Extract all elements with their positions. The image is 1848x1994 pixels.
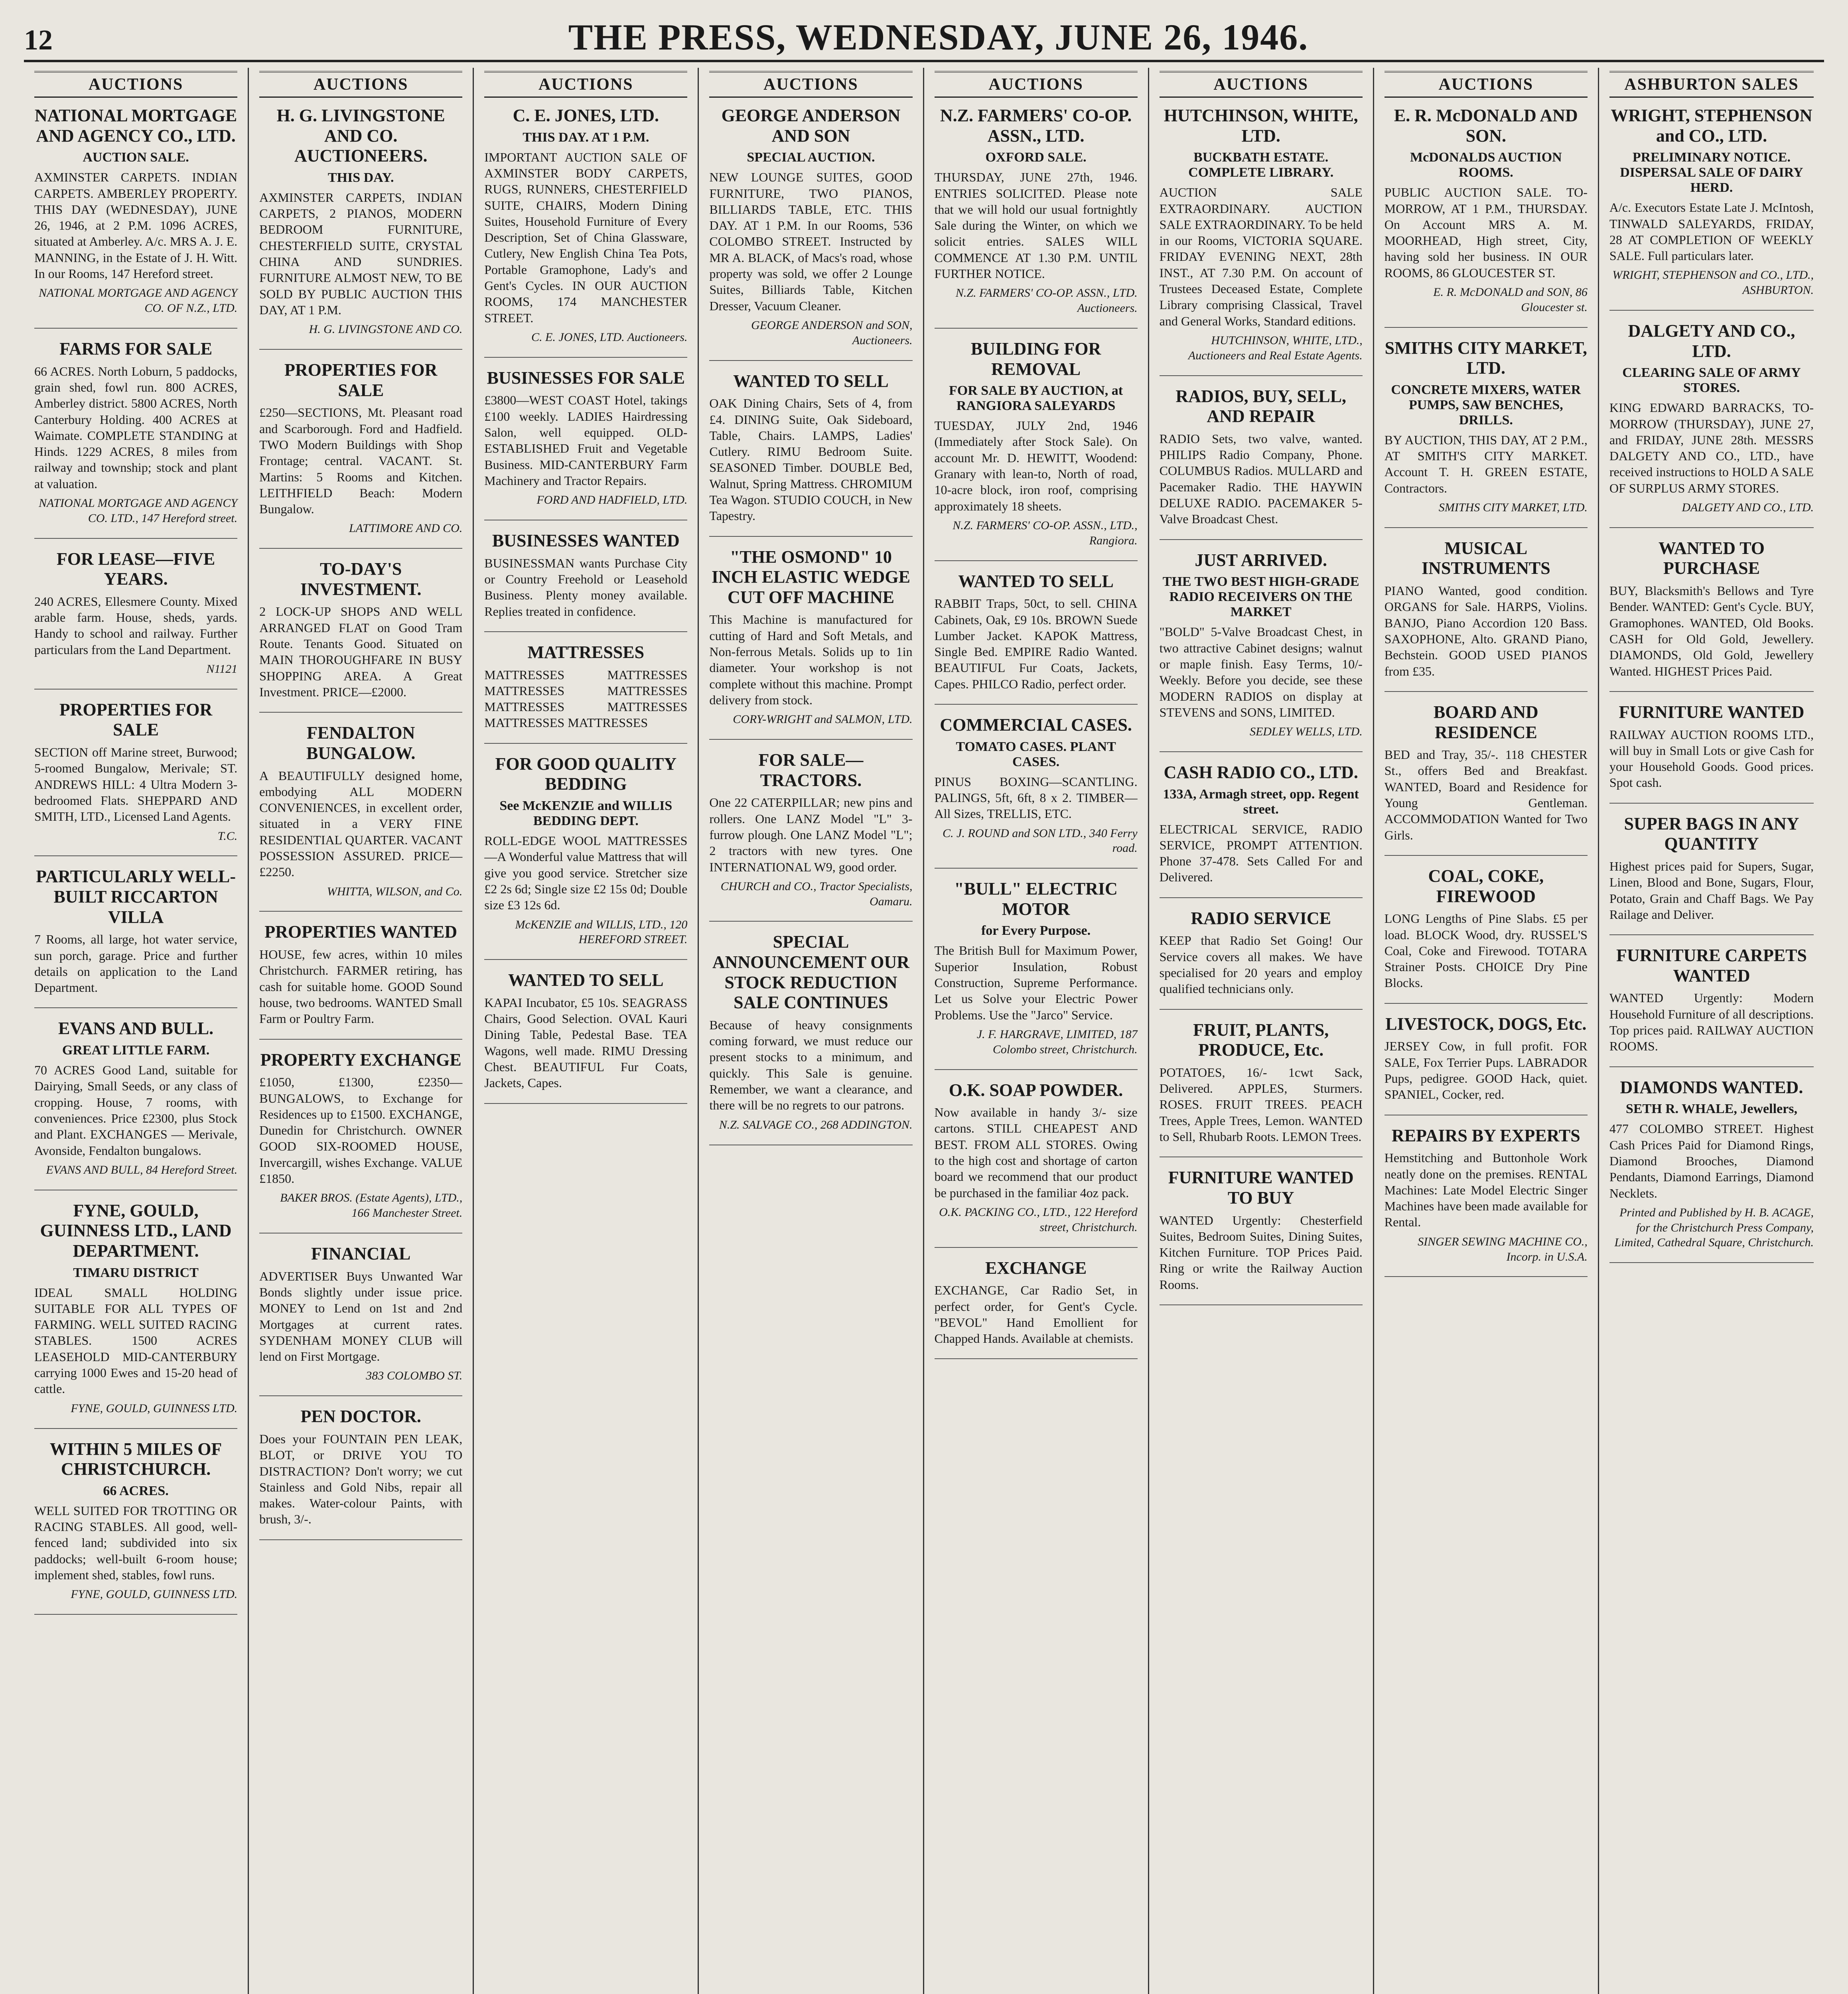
ad-title: FOR LEASE—FIVE YEARS. bbox=[56, 549, 215, 589]
classified-ad bbox=[709, 106, 912, 361]
newspaper-title: THE PRESS, WEDNESDAY, JUNE 26, 1946. bbox=[568, 17, 1309, 57]
ad-title: TO-DAY'S INVESTMENT. bbox=[300, 559, 422, 599]
ad-signature: FYNE, GOULD, GUINNESS LTD. bbox=[71, 1588, 238, 1601]
classified-ad bbox=[259, 559, 462, 713]
ad-title: PROPERTY EXCHANGE bbox=[260, 1050, 462, 1070]
ad-title: COAL, COKE, FIREWOOD bbox=[1428, 866, 1544, 906]
masthead bbox=[24, 16, 1824, 62]
ad-subtitle: AUCTION SALE. bbox=[83, 150, 189, 165]
ad-body: BY AUCTION, THIS DAY, AT 2 P.M., AT SMITH'S CITY MARKET. Account T. H. GREEN ESTATE, Contractors. bbox=[1384, 432, 1588, 495]
ad-body: A/c. Executors Estate Late J. McIntosh, TINWALD SALEYARDS, FRIDAY, 28 AT COMPLETION OF WEEKLY SALE. Full particulars later. bbox=[1609, 200, 1814, 263]
ad-subtitle: FOR SALE BY AUCTION, at RANGIORA SALEYARDS bbox=[949, 383, 1123, 414]
classified-ad bbox=[935, 879, 1138, 1070]
ad-subtitle: THIS DAY. AT 1 P.M. bbox=[523, 130, 649, 145]
classified-ad bbox=[34, 549, 237, 690]
ad-signature: H. G. LIVINGSTONE AND CO. bbox=[309, 323, 463, 336]
ad-title: FYNE, GOULD, GUINNESS LTD., LAND DEPARTMENT. bbox=[40, 1200, 232, 1261]
ad-title: DIAMONDS WANTED. bbox=[1620, 1077, 1803, 1097]
ad-title: WANTED TO SELL bbox=[508, 970, 664, 990]
ad-title: EXCHANGE bbox=[985, 1258, 1087, 1278]
section-heading: AUCTIONS bbox=[484, 71, 687, 98]
ad-subtitle: CLEARING SALE OF ARMY STORES. bbox=[1622, 365, 1801, 396]
column-7 bbox=[1374, 68, 1599, 1994]
classified-ad bbox=[1160, 386, 1363, 540]
classified-ad bbox=[709, 371, 912, 537]
ad-body: Because of heavy consignments coming forward, we must reduce our present stocks to a minimum, and quickly. This Sale is genuine. Remember, we want a clearance, and there will be no regrets to our patrons. bbox=[709, 1017, 913, 1113]
ad-title: FOR GOOD QUALITY BEDDING bbox=[495, 754, 677, 794]
classified-ad bbox=[484, 106, 687, 358]
ad-body: SECTION off Marine street, Burwood; 5-roomed Bungalow, Merivale; ST. ANDREWS HILL: 4 Ultra Modern 3-bedroomed Flats. SHEPPARD AND SMITH, LTD., Licensed Land Agents. bbox=[34, 745, 238, 824]
ad-body: 2 LOCK-UP SHOPS AND WELL ARRANGED FLAT on Good Tram Route. Tenants Good. Situated on MAIN THOROUGHFARE IN BUSY SHOPPING AREA. A Great Investment. PRICE—£2000. bbox=[259, 604, 463, 699]
ad-signature: GEORGE ANDERSON and SON, Auctioneers. bbox=[751, 319, 913, 347]
classified-ad bbox=[259, 1244, 462, 1396]
ad-body: WELL SUITED FOR TROTTING OR RACING STABLES. All good, well-fenced land; subdivided into six paddocks; well-built 6-room house; implement shed, stables, fowl runs. bbox=[34, 1503, 238, 1582]
classified-ad bbox=[1160, 763, 1363, 898]
ad-title: E. R. McDONALD AND SON. bbox=[1394, 106, 1578, 146]
ad-signature: WHITTA, WILSON, and Co. bbox=[327, 885, 463, 898]
ad-body: Highest prices paid for Supers, Sugar, Linen, Blood and Bone, Sugars, Flour, Potato, Grain and Chaff Bags. We Pay Railage and Deliver. bbox=[1609, 859, 1814, 922]
ad-signature: NATIONAL MORTGAGE AND AGENCY CO. OF N.Z., LTD. bbox=[39, 286, 238, 315]
ad-title: N.Z. FARMERS' CO-OP. ASSN., LTD. bbox=[940, 106, 1132, 146]
ad-subtitle: CONCRETE MIXERS, WATER PUMPS, SAW BENCHES, DRILLS. bbox=[1391, 382, 1581, 428]
ad-body: BUSINESSMAN wants Purchase City or Country Freehold or Leasehold Business. Plenty money available. Replies treated in confidence. bbox=[484, 556, 688, 619]
ad-signature: Printed and Published by H. B. ACAGE, for the Christchurch Press Company, Limited, Cathedral Square, Christchurch. bbox=[1614, 1206, 1814, 1249]
ad-body: ROLL-EDGE WOOL MATTRESSES—A Wonderful value Mattress that will give you good service. Stretcher size £2 2s 6d; Single size £2 15s 0d; Double size £3 12s 6d. bbox=[484, 833, 688, 912]
ad-subtitle: for Every Purpose. bbox=[981, 923, 1091, 938]
ad-title: LIVESTOCK, DOGS, Etc. bbox=[1385, 1014, 1587, 1034]
classified-ad bbox=[34, 106, 237, 329]
ad-signature: HUTCHINSON, WHITE, LTD., Auctioneers and Real Estate Agents. bbox=[1188, 334, 1363, 362]
classified-ad bbox=[259, 106, 462, 350]
classified-ad bbox=[935, 339, 1138, 561]
classified-ad bbox=[1385, 538, 1588, 692]
ad-subtitle: SETH R. WHALE, Jewellers, bbox=[1625, 1101, 1797, 1117]
ad-title: RADIO SERVICE bbox=[1191, 908, 1331, 928]
ad-body: Now available in handy 3/- size cartons. STILL CHEAPEST AND BEST. FROM ALL STORES. Owing to the high cost and shortage of carton board we recommend that our product be purchased in the familiar 4oz pack. bbox=[934, 1105, 1138, 1200]
classified-ad bbox=[484, 368, 687, 520]
classified-ad bbox=[935, 1258, 1138, 1360]
classified-ad bbox=[484, 754, 687, 960]
classified-ad bbox=[1160, 1020, 1363, 1158]
column-8 bbox=[1599, 68, 1824, 1994]
ad-title: C. E. JONES, LTD. bbox=[513, 106, 659, 125]
ad-subtitle: 66 ACRES. bbox=[103, 1483, 169, 1498]
classified-ad bbox=[34, 339, 237, 539]
ad-title: SUPER BAGS IN ANY QUANTITY bbox=[1624, 814, 1799, 854]
ad-signature: NATIONAL MORTGAGE AND AGENCY CO. LTD., 147 Hereford street. bbox=[39, 497, 238, 525]
ad-signature: SEDLEY WELLS, LTD. bbox=[1249, 725, 1363, 739]
ad-title: PROPERTIES FOR SALE bbox=[284, 360, 438, 400]
ad-title: CASH RADIO CO., LTD. bbox=[1164, 762, 1358, 782]
section-heading: AUCTIONS bbox=[1385, 71, 1588, 98]
ad-subtitle: THIS DAY. bbox=[327, 170, 394, 185]
ad-subtitle: TOMATO CASES. PLANT CASES. bbox=[956, 739, 1116, 769]
classified-ad bbox=[1385, 1126, 1588, 1277]
classified-ad bbox=[34, 700, 237, 857]
ad-title: DALGETY AND CO., LTD. bbox=[1628, 321, 1795, 361]
classified-ad bbox=[34, 1019, 237, 1190]
ad-body: AXMINSTER CARPETS. INDIAN CARPETS. AMBERLEY PROPERTY. THIS DAY (WEDNESDAY), JUNE 26, 1946, at 2 P.M. 1096 ACRES, situated at Amberley. A/c. MRS A. J. E. MANNING, in the Estate of J. H. Witt. In our Rooms, 147 Hereford street. bbox=[34, 170, 238, 281]
ad-signature: O.K. PACKING CO., LTD., 122 Hereford street, Christchurch. bbox=[939, 1206, 1138, 1234]
ad-title: "BULL" ELECTRIC MOTOR bbox=[954, 879, 1118, 919]
ad-title: O.K. SOAP POWDER. bbox=[949, 1080, 1123, 1100]
ad-signature: C. E. JONES, LTD. Auctioneers. bbox=[531, 331, 688, 344]
ad-signature: J. F. HARGRAVE, LIMITED, 187 Colombo street, Christchurch. bbox=[976, 1027, 1138, 1056]
ad-title: WRIGHT, STEPHENSON and CO., LTD. bbox=[1611, 106, 1812, 146]
ad-body: £1050, £1300, £2350—BUNGALOWS, to Exchange for Residences up to £1500. EXCHANGE, Dunedin for Christchurch. OWNER GOOD SIX-ROOMED HOUSE, Invercargill, wishes Exchange. VALUE £1850. bbox=[259, 1075, 463, 1186]
ad-signature: C. J. ROUND and SON LTD., 340 Ferry road. bbox=[943, 826, 1138, 855]
classified-ad bbox=[935, 1080, 1138, 1248]
classified-ad bbox=[484, 531, 687, 632]
ad-signature: EVANS AND BULL, 84 Hereford Street. bbox=[46, 1163, 238, 1176]
ad-title: FENDALTON BUNGALOW. bbox=[306, 723, 416, 763]
ad-title: RADIOS, BUY, SELL, AND REPAIR bbox=[1175, 386, 1346, 426]
ad-title: PROPERTIES FOR SALE bbox=[59, 699, 213, 740]
classified-ad bbox=[1609, 814, 1814, 935]
classified-ad bbox=[1609, 106, 1814, 311]
ad-subtitle: GREAT LITTLE FARM. bbox=[62, 1043, 210, 1058]
classified-ad bbox=[1609, 538, 1814, 692]
section-heading: AUCTIONS bbox=[259, 71, 462, 98]
column-6 bbox=[1149, 68, 1374, 1994]
classified-ad bbox=[1385, 338, 1588, 528]
ad-title: WANTED TO SELL bbox=[958, 571, 1114, 591]
ad-title: FURNITURE WANTED bbox=[1619, 702, 1805, 722]
ad-body: MATTRESSES MATTRESSES MATTRESSES MATTRESSES MATTRESSES MATTRESSES MATTRESSES MATTRESSES bbox=[484, 667, 688, 730]
ad-body: RABBIT Traps, 50ct, to sell. CHINA Cabinets, Oak, £9 10s. BROWN Suede Lumber Jacket. KAPOK Mattress, Single Bed. EMPIRE Radio Wanted. BEAUTIFUL Fur Coats, Jackets, Capes. PHILCO Radio, perfect order. bbox=[934, 596, 1138, 691]
ad-body: BED and Tray, 35/-. 118 CHESTER St., offers Bed and Breakfast. WANTED, Board and Residence for Young Gentleman. ACCOMMODATION Wanted for Two Girls. bbox=[1384, 747, 1588, 842]
ad-signature: McKENZIE and WILLIS, LTD., 120 HEREFORD STREET. bbox=[515, 918, 688, 946]
classified-ad bbox=[34, 1201, 237, 1429]
ad-body: PINUS BOXING—SCANTLING. PALINGS, 5ft, 6ft, 8 x 2. TIMBER—All Sizes, TRELLIS, ETC. bbox=[934, 774, 1138, 821]
ad-title: SMITHS CITY MARKET, LTD. bbox=[1385, 338, 1587, 378]
ad-subtitle: PRELIMINARY NOTICE. DISPERSAL SALE OF DAIRY HERD. bbox=[1620, 150, 1803, 195]
ad-body: RADIO Sets, two valve, wanted. PHILIPS Radio Company, Phone. COLUMBUS Radios. MULLARD and Pacemaker Radio. THE HAYWIN DELUXE RADIO. PACEMAKER 5-Valve Broadcast Chest. bbox=[1159, 431, 1363, 526]
classified-ad bbox=[259, 922, 462, 1039]
ad-body: £250—SECTIONS, Mt. Pleasant road and Scarborough. Ford and Hadfield. TWO Modern Buildings with Shop Frontage; central. VACANT. St. Martins: 5 Rooms and Kitchen. LEITHFIELD Beach: Modern Bungalow. bbox=[259, 405, 463, 516]
classified-ad bbox=[1385, 702, 1588, 856]
ad-title: BUSINESSES FOR SALE bbox=[487, 368, 685, 388]
ad-body: LONG Lengths of Pine Slabs. £5 per load. BLOCK Wood, dry. RUSSEL'S Coal, Coke and Firewood. TOTARA Strainer Posts. CHOICE Dry Pine Blocks. bbox=[1384, 911, 1588, 990]
ad-title: H. G. LIVINGSTONE AND CO. AUCTIONEERS. bbox=[276, 106, 445, 166]
classified-ad bbox=[1160, 106, 1363, 376]
section-heading: AUCTIONS bbox=[1160, 71, 1363, 98]
classified-ad bbox=[259, 1407, 462, 1540]
ad-signature: LATTIMORE AND CO. bbox=[349, 522, 463, 535]
ad-title: FINANCIAL bbox=[311, 1244, 411, 1264]
ad-body: JERSEY Cow, in full profit. FOR SALE, Fox Terrier Pups. LABRADOR Pups, pedigree. GOOD Hack, quiet. SPANIEL, Cocker, red. bbox=[1384, 1039, 1588, 1102]
ad-title: NATIONAL MORTGAGE AND AGENCY CO., LTD. bbox=[34, 106, 237, 146]
column-2 bbox=[249, 68, 474, 1994]
ad-body: KAPAI Incubator, £5 10s. SEAGRASS Chairs, Good Selection. OVAL Kauri Dining Table, Pedestal Base. TEA Wagons, well made. RIMU Dressing Chest. BEAUTIFUL Fur Coats, Jackets, Capes. bbox=[484, 995, 688, 1090]
ad-body: IDEAL SMALL HOLDING SUITABLE FOR ALL TYPES OF FARMING. WELL SUITED RACING STABLES. 1500 ACRES LEASEHOLD MID-CANTERBURY carrying 1000 Ewes and 15-20 head of cattle. bbox=[34, 1285, 238, 1396]
ad-body: AXMINSTER CARPETS, INDIAN CARPETS, 2 PIANOS, MODERN BEDROOM FURNITURE, CHESTERFIELD SUITE, CRYSTAL CHINA AND SUNDRIES. FURNITURE ALMOST NEW, TO BE SOLD BY PUBLIC AUCTION THIS DAY, AT 1 P.M. bbox=[259, 190, 463, 317]
classified-ad bbox=[1160, 908, 1363, 1010]
classified-ad bbox=[484, 970, 687, 1103]
ad-body: KEEP that Radio Set Going! Our Service covers all makes. We have specialised for 20 years and employ qualified technicians only. bbox=[1159, 933, 1363, 996]
ad-title: WANTED TO PURCHASE bbox=[1658, 538, 1765, 578]
ad-body: This Machine is manufactured for cutting of Hard and Soft Metals, and Non-ferrous Metals. Solids up to 1in diameter. Your workshop is not complete without this machine. Prompt delivery from stock. bbox=[709, 612, 913, 707]
ad-title: FOR SALE—TRACTORS. bbox=[758, 750, 864, 790]
classified-ad bbox=[935, 715, 1138, 869]
ad-title: "THE OSMOND" 10 INCH ELASTIC WEDGE CUT OFF MACHINE bbox=[711, 547, 910, 607]
ad-title: FARMS FOR SALE bbox=[59, 339, 213, 359]
ad-body: Hemstitching and Buttonhole Work neatly done on the premises. RENTAL Machines: Late Model Electric Singer Machines have been made available for Rental. bbox=[1384, 1151, 1588, 1230]
classified-ad bbox=[1385, 106, 1588, 328]
ad-body: £3800—WEST COAST Hotel, takings £100 weekly. LADIES Hairdressing Salon, well equipped. OLD-ESTABLISHED Fruit and Vegetable Business. MID-CANTERBURY Farm Machinery and Tractor Repairs. bbox=[484, 393, 688, 488]
ad-body: 240 ACRES, Ellesmere County. Mixed arable farm. House, sheds, yards. Handy to school and railway. Further particulars from the Land Department. bbox=[34, 594, 238, 657]
classified-ad bbox=[1385, 866, 1588, 1004]
ad-signature: CORY-WRIGHT and SALMON, LTD. bbox=[733, 713, 913, 726]
ad-title: FRUIT, PLANTS, PRODUCE, Etc. bbox=[1193, 1020, 1329, 1060]
ad-signature: T.C. bbox=[217, 829, 238, 843]
section-heading: AUCTIONS bbox=[34, 71, 237, 98]
ad-signature: N1121 bbox=[206, 662, 238, 676]
column-1 bbox=[24, 68, 249, 1994]
classified-ad bbox=[259, 723, 462, 912]
ad-body: POTATOES, 16/- 1cwt Sack, Delivered. APPLES, Sturmers. ROSES. FRUIT TREES. PEACH Trees, Apple Trees, Lemon. WANTED to Sell, Rhubarb Roots. LEMON Trees. bbox=[1159, 1065, 1363, 1144]
ad-body: AUCTION SALE EXTRAORDINARY. AUCTION SALE EXTRAORDINARY. To be held in our Rooms, VICTORIA SQUARE. FRIDAY EVENING NEXT, 28th INST., AT 7.30 P.M. On account of Trustees Deceased Estate, Complete Library comprising Classical, Travel and General Works, Standard editions. bbox=[1159, 185, 1363, 328]
ad-body: 66 ACRES. North Loburn, 5 paddocks, grain shed, fowl run. 800 ACRES, Amberley district. 5800 ACRES, North Canterbury Holding. 400 ACRES at Waimate. COMPLETE STANDING at Hinds. 1229 ACRES, 8 miles from railway and township; stock and plant at valuation. bbox=[34, 364, 238, 491]
ad-body: RAILWAY AUCTION ROOMS LTD., will buy in Small Lots or give Cash for your Household Goods. Good prices. Spot cash. bbox=[1609, 727, 1814, 790]
ad-subtitle: BUCKBATH ESTATE. COMPLETE LIBRARY. bbox=[1188, 150, 1334, 180]
ad-body: HOUSE, few acres, within 10 miles Christchurch. FARMER retiring, has cash for suitable home. GOOD Sound house, two bedrooms. WANTED Small Farm or Poultry Farm. bbox=[259, 947, 463, 1026]
page-number: 12 bbox=[24, 24, 53, 56]
ad-signature: WRIGHT, STEPHENSON and CO., LTD., ASHBURTON. bbox=[1612, 268, 1814, 297]
ad-body: One 22 CATERPILLAR; new pins and rollers. One LANZ Model "L" 3-furrow plough. One LANZ Model "L"; 2 tractors with new tyres. One INTERNATIONAL W9, good order. bbox=[709, 795, 913, 874]
ad-signature: E. R. McDONALD and SON, 86 Gloucester st. bbox=[1433, 286, 1588, 314]
ad-signature: SMITHS CITY MARKET, LTD. bbox=[1438, 501, 1588, 514]
ad-body: Does your FOUNTAIN PEN LEAK, BLOT, or DRIVE YOU TO DISTRACTION? Don't worry; we cut Stainless and Gold Nibs, repair all makes. Water-colour Paints, with brush, 3/-. bbox=[259, 1431, 463, 1527]
classified-ad bbox=[34, 1439, 237, 1615]
ad-body: TUESDAY, JULY 2nd, 1946 (Immediately after Stock Sale). On account Mr. D. HEWITT, Woodend: Granary with lean-to, North of road, 10-acre block, iron roof, comprising approximately 18 sheets. bbox=[934, 418, 1138, 513]
ad-title: BUSINESSES WANTED bbox=[492, 531, 680, 551]
classified-ad bbox=[1609, 321, 1814, 528]
classified-ad bbox=[259, 1050, 462, 1233]
ad-signature: FYNE, GOULD, GUINNESS LTD. bbox=[71, 1401, 238, 1415]
ad-body: ADVERTISER Buys Unwanted War Bonds slightly under issue price. MONEY to Lend on 1st and 2nd Mortgages at current rates. SYDENHAM MONEY CLUB will lend on First Mortgage. bbox=[259, 1269, 463, 1364]
classified-ad bbox=[1609, 946, 1814, 1067]
ad-signature: SINGER SEWING MACHINE CO., Incorp. in U.S.A. bbox=[1418, 1235, 1588, 1263]
ad-title: BUILDING FOR REMOVAL bbox=[970, 339, 1101, 379]
ad-signature: CHURCH and CO., Tractor Specialists, Oamaru. bbox=[720, 879, 913, 908]
ad-title: GEORGE ANDERSON AND SON bbox=[721, 106, 901, 146]
ad-body: WANTED Urgently: Modern Household Furniture of all descriptions. Top prices paid. RAILWAY AUCTION ROOMS. bbox=[1609, 991, 1814, 1054]
ad-body: 7 Rooms, all large, hot water service, sun porch, garage. Price and further details on application to the Land Department. bbox=[34, 932, 238, 995]
classified-ad bbox=[484, 642, 687, 744]
ad-title: MATTRESSES bbox=[527, 642, 645, 662]
ad-title: WANTED TO SELL bbox=[733, 371, 889, 391]
ad-title: WITHIN 5 MILES OF CHRISTCHURCH. bbox=[49, 1439, 222, 1479]
ad-subtitle: SPECIAL AUCTION. bbox=[747, 150, 875, 165]
classified-ad bbox=[259, 360, 462, 549]
ad-body: NEW LOUNGE SUITES, GOOD FURNITURE, TWO PIANOS, BILLIARDS TABLE, ETC. THIS DAY. AT 1 P.M. In our Rooms, 536 COLOMBO STREET. Instructed by MR A. BLACK, of Macs's road, whose property was sold, we offer 2 Lounge Suites, Billiards Table, Kitchen Dresser, Vacuum Cleaner. bbox=[709, 170, 913, 313]
classified-ad bbox=[1609, 702, 1814, 804]
columns-grid bbox=[24, 68, 1824, 1994]
ad-body: OAK Dining Chairs, Sets of 4, from £4. DINING Suite, Oak Sideboard, Table, Chairs. LAMPS, Ladies' Cutlery. RIMU Bedroom Suite. SEASONED Timber. DOUBLE Bed, Walnut, Spring Mattress. CHROMIUM Tea Wagon. STUDIO COUCH, in New Tapestry. bbox=[709, 396, 913, 523]
section-heading: AUCTIONS bbox=[935, 71, 1138, 98]
ad-body: THURSDAY, JUNE 27th, 1946. ENTRIES SOLICITED. Please note that we will hold our usual fortnightly Sale during the Winter, on which we solicit entries. SALES WILL COMMENCE AT 1.30 P.M. UNTIL FURTHER NOTICE. bbox=[934, 170, 1138, 281]
ad-title: MUSICAL INSTRUMENTS bbox=[1421, 538, 1550, 578]
ad-body: The British Bull for Maximum Power, Superior Insulation, Robust Construction, Supreme Performance. Let us Solve your Electric Power Problems. Use the "Jarco" Service. bbox=[934, 943, 1138, 1022]
ad-body: 70 ACRES Good Land, suitable for Dairying, Small Seeds, or any class of cropping. House, 7 rooms, with conveniences. Price £2300, plus Stock and Plant. EXCHANGES — Merivale, Avonside, Fendalton bungalows. bbox=[34, 1063, 238, 1158]
ad-body: IMPORTANT AUCTION SALE OF AXMINSTER BODY CARPETS, RUGS, RUNNERS, CHESTERFIELD SUITE, CHAIRS, Modern Dining Suites, Household Furniture of Every Description, Set of China Glassware, Cutlery, New English China Tea Pots, Portable Gramophone, Lady's and Gent's Cycles. IN OUR AUCTION ROOMS, 174 MANCHESTER STREET. bbox=[484, 150, 688, 325]
ad-subtitle: THE TWO BEST HIGH-GRADE RADIO RECEIVERS ON THE MARKET bbox=[1162, 574, 1359, 620]
ad-title: EVANS AND BULL. bbox=[58, 1019, 214, 1038]
ad-body: 477 COLOMBO STREET. Highest Cash Prices Paid for Diamond Rings, Diamond Brooches, Diamond Pendants, Diamond Earrings, Diamond Necklets. bbox=[1609, 1121, 1814, 1200]
ad-signature: N.Z. FARMERS' CO-OP. ASSN., LTD., Rangiora. bbox=[953, 519, 1138, 547]
ad-body: BUY, Blacksmith's Bellows and Tyre Bender. WANTED: Gent's Cycle. BUY, Gramophones. WANTED, Old Books. CASH for Old Gold, Jewellery. DIAMONDS, Old Gold, Jewellery Wanted. HIGHEST Prices Paid. bbox=[1609, 583, 1814, 678]
ad-subtitle: See McKENZIE and WILLIS BEDDING DEPT. bbox=[499, 798, 673, 828]
column-4 bbox=[699, 68, 924, 1994]
classified-ad bbox=[709, 932, 912, 1145]
section-heading: AUCTIONS bbox=[709, 71, 912, 98]
ad-subtitle: TIMARU DISTRICT bbox=[73, 1265, 199, 1280]
ad-signature: N.Z. FARMERS' CO-OP. ASSN., LTD. Auctioneers. bbox=[955, 286, 1138, 315]
ad-title: PEN DOCTOR. bbox=[300, 1407, 421, 1427]
ad-signature: N.Z. SALVAGE CO., 268 ADDINGTON. bbox=[719, 1118, 913, 1131]
column-3 bbox=[474, 68, 699, 1994]
ad-signature: BAKER BROS. (Estate Agents), LTD., 166 Manchester Street. bbox=[280, 1191, 463, 1220]
ad-title: REPAIRS BY EXPERTS bbox=[1391, 1125, 1580, 1145]
classified-ad bbox=[935, 571, 1138, 705]
ad-title: SPECIAL ANNOUNCEMENT OUR STOCK REDUCTION SALE CONTINUES bbox=[712, 932, 910, 1013]
ad-body: WANTED Urgently: Chesterfield Suites, Bedroom Suites, Dining Suites, Kitchen Furniture. TOP Prices Paid. Ring or write the Railway Auction Rooms. bbox=[1159, 1213, 1363, 1292]
classified-ad bbox=[1385, 1014, 1588, 1115]
ad-title: HUTCHINSON, WHITE, LTD. bbox=[1164, 106, 1358, 146]
ad-body: "BOLD" 5-Valve Broadcast Chest, in two attractive Cabinet designs; walnut or maple finish. Easy Terms, 10/- Weekly. Before you decide, see these MODERN RADIOS on display at STEVENS and SONS, LIMITED. bbox=[1159, 625, 1363, 719]
classified-ad bbox=[935, 106, 1138, 329]
ad-body: KING EDWARD BARRACKS, TO-MORROW (THURSDAY), JUNE 27, and FRIDAY, JUNE 28th. MESSRS DALGETY AND CO., LTD., have received instructions to HOLD A SALE OF SURPLUS ARMY STORES. bbox=[1609, 400, 1814, 495]
ad-title: FURNITURE CARPETS WANTED bbox=[1616, 946, 1807, 985]
classified-ad bbox=[1160, 1168, 1363, 1305]
ad-title: COMMERCIAL CASES. bbox=[940, 715, 1132, 735]
ad-signature: 383 COLOMBO ST. bbox=[366, 1369, 463, 1383]
ad-title: PROPERTIES WANTED bbox=[264, 922, 458, 942]
ad-subtitle: 133A, Armagh street, opp. Regent street. bbox=[1163, 786, 1359, 817]
classified-ad bbox=[34, 867, 237, 1008]
ad-title: PARTICULARLY WELL-BUILT RICCARTON VILLA bbox=[36, 867, 236, 927]
ad-subtitle: OXFORD SALE. bbox=[985, 150, 1087, 165]
ad-body: EXCHANGE, Car Radio Set, in perfect order, for Gent's Cycle. "BEVOL" Hand Emollient for Chapped Hands. Available at chemists. bbox=[934, 1283, 1138, 1346]
classified-ad bbox=[709, 547, 912, 740]
ad-title: FURNITURE WANTED TO BUY bbox=[1168, 1168, 1354, 1208]
ad-title: BOARD AND RESIDENCE bbox=[1433, 702, 1538, 742]
classified-ad bbox=[1609, 1078, 1814, 1263]
ad-body: ELECTRICAL SERVICE, RADIO SERVICE, PROMPT ATTENTION. Phone 37-478. Sets Called For and Delivered. bbox=[1159, 822, 1363, 885]
classified-ad bbox=[709, 750, 912, 922]
ad-body: PIANO Wanted, good condition. ORGANS for Sale. HARPS, Violins. BANJO, Piano Accordion 120 Bass. SAXOPHONE, Alto. GRAND Piano, Bechstein. GOOD USED PIANOS from £35. bbox=[1384, 583, 1588, 678]
ad-body: A BEAUTIFULLY designed home, embodying ALL MODERN CONVENIENCES, in excellent order, situated in a VERY FINE RESIDENTIAL QUARTER. VACANT POSSESSION ASSURED. PRICE—£2250. bbox=[259, 768, 463, 879]
classified-ad bbox=[1160, 550, 1363, 752]
column-5 bbox=[924, 68, 1149, 1994]
ad-title: JUST ARRIVED. bbox=[1195, 550, 1327, 570]
ad-body: PUBLIC AUCTION SALE. TO-MORROW, AT 1 P.M., THURSDAY. On Account MRS A. M. MOORHEAD, High street, City, having sold her business. IN OUR ROOMS, 86 GLOUCESTER ST. bbox=[1384, 185, 1588, 280]
ad-signature: DALGETY AND CO., LTD. bbox=[1682, 501, 1814, 514]
section-heading: ASHBURTON SALES bbox=[1609, 71, 1814, 98]
ad-subtitle: McDONALDS AUCTION ROOMS. bbox=[1410, 150, 1562, 180]
ad-signature: FORD AND HADFIELD, LTD. bbox=[536, 493, 688, 507]
